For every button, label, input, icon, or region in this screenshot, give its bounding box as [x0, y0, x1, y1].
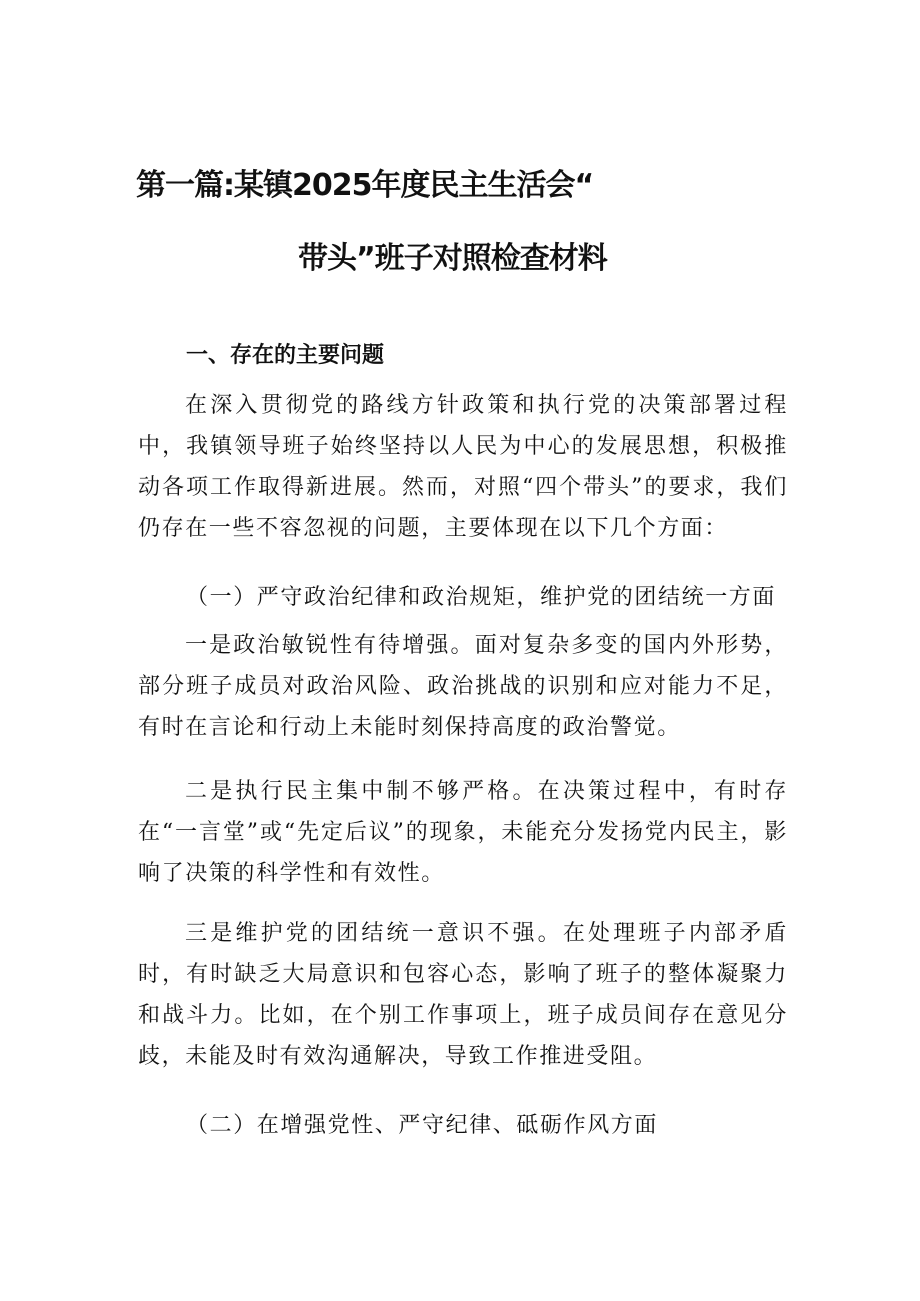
- paragraph-point-1: 一是政治敏锐性有待增强。面对复杂多变的国内外形势，部分班子成员对政治风险、政治挑战的识别和应对能力不足，有时在言论和行动上未能时刻保持高度的政治警觉。: [138, 633, 788, 740]
- document-title-line-2: 带头”班子对照检查材料: [298, 241, 607, 276]
- paragraph-point-2: 二是执行民主集中制不够严格。在决策过程中，有时存在“一言堂”或“先定后议”的现象，未能充分发扬党内民主，影响了决策的科学性和有效性。: [138, 779, 788, 886]
- paragraph-intro: 在深入贯彻党的路线方针政策和执行党的决策部署过程中，我镇领导班子始终坚持以人民为中心的发展思想，积极推动各项工作取得新进展。然而，对照“四个带头”的要求，我们仍存在一些不容忽视的问题，主要体现在以下几个方面：: [138, 393, 788, 541]
- subheading-1: （一）严守政治纪律和政治规矩，维护党的团结统一方面: [186, 585, 777, 610]
- document-title-line-1: 第一篇:某镇2025年度民主生活会“: [136, 168, 594, 203]
- subheading-2: （二）在增强党性、严守纪律、砥砺作风方面: [186, 1113, 659, 1138]
- section-heading: 一、存在的主要问题: [186, 343, 385, 368]
- paragraph-point-3: 三是维护党的团结统一意识不强。在处理班子内部矛盾时，有时缺乏大局意识和包容心态，影响了班子的整体凝聚力和战斗力。比如，在个别工作事项上，班子成员间存在意见分歧，未能及时有效沟通解决，导致工作推进受阻。: [138, 921, 788, 1069]
